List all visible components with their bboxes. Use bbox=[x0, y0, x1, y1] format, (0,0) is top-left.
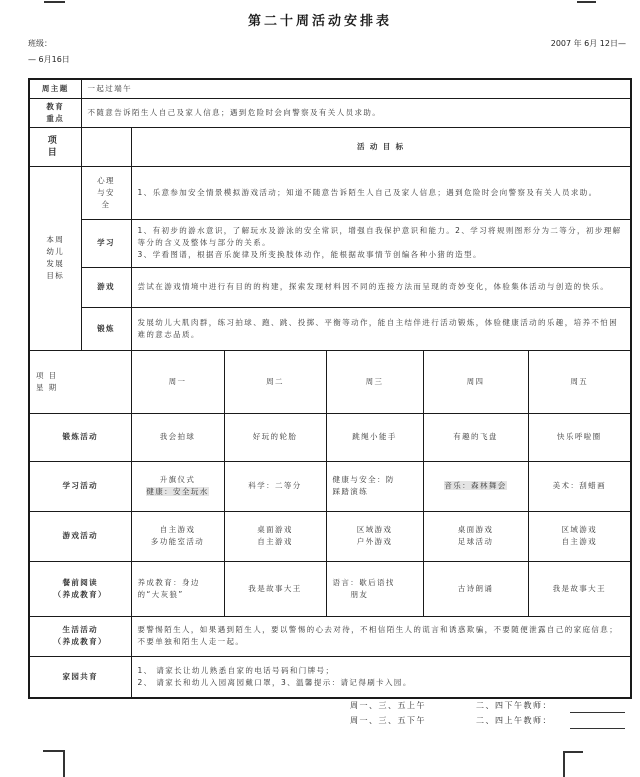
exercise-label: 锻炼活动 bbox=[29, 413, 131, 461]
highlighted-text: 健康：安全玩水 bbox=[146, 487, 209, 496]
exercise-cell: 跳绳小能手 bbox=[326, 413, 423, 461]
study-cell-tue: 科学：二等分 bbox=[224, 461, 326, 511]
footer-teacher-2: 二、四上午教师： bbox=[476, 716, 552, 725]
theme-label: 周主题 bbox=[29, 79, 81, 98]
day-header: 周四 bbox=[423, 350, 528, 413]
goal-label-study: 学习 bbox=[81, 219, 131, 267]
goal-row bbox=[29, 267, 631, 307]
goal-row bbox=[29, 166, 631, 219]
play-cell: 桌面游戏 自主游戏 bbox=[224, 511, 326, 561]
exercise-cell: 有趣的飞盘 bbox=[423, 413, 528, 461]
date-start: 2007 年 6月 12日— bbox=[550, 39, 626, 48]
goal-row bbox=[29, 219, 631, 267]
life-label: 生活活动 （养成教育） bbox=[29, 616, 131, 656]
reading-row bbox=[29, 561, 631, 616]
day-header: 周五 bbox=[528, 350, 631, 413]
days-header-row bbox=[29, 350, 631, 413]
day-header: 周一 bbox=[131, 350, 224, 413]
focus-value: 不随意告诉陌生人自己及家人信息；遇到危险时会向警察及有关人员求助。 bbox=[81, 98, 631, 127]
goals-header-row bbox=[29, 127, 631, 166]
play-cell: 区域游戏 自主游戏 bbox=[528, 511, 631, 561]
goal-row bbox=[29, 307, 631, 350]
signature-line-2[interactable] bbox=[570, 728, 625, 729]
play-row bbox=[29, 511, 631, 561]
footer-teacher-1: 二、四下午教师： bbox=[476, 701, 552, 710]
goal-text-study: 1、有初步的游水意识，了解玩水及游泳的安全常识，增强自我保护意识和能力。2、学习将规则图形分为二等分，初步理解等分的含义及整体与部分的关系。 3、学看图谱，根据音乐旋律及所变换肢体动作，能根据故事情节创编各种小猪的造型。 bbox=[131, 219, 631, 267]
crop-mark-bottom-left-v bbox=[63, 750, 65, 777]
footer-days-1: 周一、三、五上午 bbox=[350, 701, 426, 710]
footer-days-2: 周一、三、五下午 bbox=[350, 716, 426, 725]
crop-mark-top-right bbox=[577, 1, 596, 3]
crop-mark-bottom-left bbox=[43, 750, 64, 752]
class-label: 班级： bbox=[28, 39, 52, 48]
reading-cell: 语言：歇后语找 朋友 bbox=[326, 561, 423, 616]
exercise-row bbox=[29, 413, 631, 461]
home-text: 1、 请家长让幼儿熟悉自家的电话号码和门牌号； 2、 请家长和幼儿入园离园戴口罩，3、温馨提示：请记得刷卡入园。 bbox=[131, 656, 631, 698]
reading-cell: 我是故事大王 bbox=[224, 561, 326, 616]
play-cell: 自主游戏 多功能室活动 bbox=[131, 511, 224, 561]
item-label: 项 目 bbox=[29, 127, 81, 166]
play-label: 游戏活动 bbox=[29, 511, 131, 561]
reading-cell: 我是故事大王 bbox=[528, 561, 631, 616]
study-cell-mon: 升旗仪式 健康：安全玩水 bbox=[131, 461, 224, 511]
theme-row bbox=[29, 79, 631, 98]
goal-text-play: 尝试在游戏情境中进行有目的的构建，探索发现材料因不同的连接方法而呈现的奇妙变化，体验集体活动与创造的快乐。 bbox=[131, 267, 631, 307]
reading-cell: 古诗朗诵 bbox=[423, 561, 528, 616]
study-label: 学习活动 bbox=[29, 461, 131, 511]
goals-group-label: 本周 幼儿 发展 目标 bbox=[29, 166, 81, 350]
study-cell-thu bbox=[423, 461, 528, 511]
reading-label: 餐前阅读 （养成教育） bbox=[29, 561, 131, 616]
play-cell: 区域游戏 户外游戏 bbox=[326, 511, 423, 561]
schedule-table bbox=[28, 78, 632, 699]
crop-mark-bottom-right bbox=[563, 751, 583, 753]
home-label: 家园共育 bbox=[29, 656, 131, 698]
goal-label-exercise: 锻炼 bbox=[81, 307, 131, 350]
signature-line-1[interactable] bbox=[570, 712, 625, 713]
crop-mark-top-left bbox=[44, 1, 65, 3]
highlighted-text: 音乐：森林舞会 bbox=[444, 481, 507, 490]
goal-text-psychology: 1、乐意参加安全情景模拟游戏活动；知道不随意告诉陌生人自己及家人信息；遇到危险时会向警察及有关人员求助。 bbox=[131, 166, 631, 219]
corner-cell: 项 目 星 期 bbox=[29, 350, 131, 413]
goal-label-play: 游戏 bbox=[81, 267, 131, 307]
day-header: 周二 bbox=[224, 350, 326, 413]
study-row bbox=[29, 461, 631, 511]
life-text: 要警惕陌生人，如果遇到陌生人，要以警惕的心去对待，不相信陌生人的谎言和诱惑欺骗，不要随便泄露自己的家庭信息；不要单独和陌生人走一起。 bbox=[131, 616, 631, 656]
play-cell: 桌面游戏 足球活动 bbox=[423, 511, 528, 561]
day-header: 周三 bbox=[326, 350, 423, 413]
exercise-cell: 我会拍球 bbox=[131, 413, 224, 461]
exercise-cell: 好玩的轮胎 bbox=[224, 413, 326, 461]
exercise-cell: 快乐呼啦圈 bbox=[528, 413, 631, 461]
goal-text-exercise: 发展幼儿大肌肉群，练习拍球、跑、跳、投掷、平衡等动作，能自主结伴进行活动锻炼，体验健康活动的乐趣，培养不怕困难的意志品质。 bbox=[131, 307, 631, 350]
date-end: — 6月16日 bbox=[28, 55, 70, 64]
goal-label-psychology: 心理 与安 全 bbox=[81, 166, 131, 219]
study-cell-wed: 健康与安全：防 踩踏演练 bbox=[326, 461, 423, 511]
page-title: 第二十周活动安排表 bbox=[247, 14, 392, 29]
home-row bbox=[29, 656, 631, 698]
empty-cell bbox=[81, 127, 131, 166]
study-cell-fri: 美术：刮蜡画 bbox=[528, 461, 631, 511]
goals-heading: 活 动 目 标 bbox=[131, 127, 631, 166]
reading-cell: 养成教育：身边 的“大灰狼” bbox=[131, 561, 224, 616]
focus-label: 教育 重点 bbox=[29, 98, 81, 127]
crop-mark-bottom-right-v bbox=[563, 751, 565, 777]
theme-value: 一起过端午 bbox=[81, 79, 631, 98]
focus-row bbox=[29, 98, 631, 127]
life-row bbox=[29, 616, 631, 656]
